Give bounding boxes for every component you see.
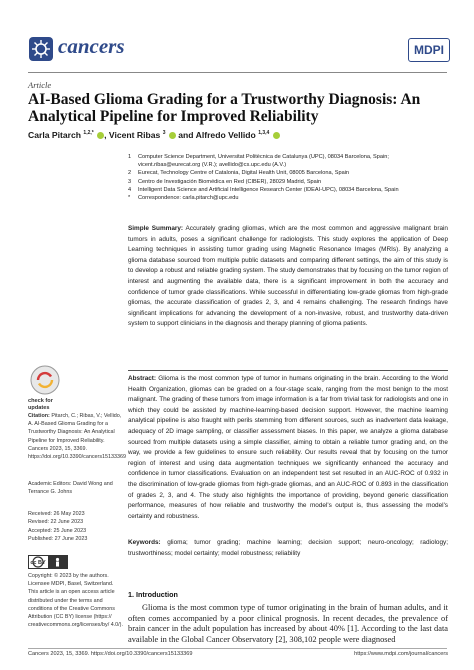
keywords-label: Keywords: bbox=[128, 539, 161, 546]
journal-logo-icon bbox=[28, 36, 54, 62]
updates-line: updates bbox=[28, 404, 50, 411]
author-list: Carla Pitarch $^{1,2,*}$ , Vicent Ribas $^3$ and Alfredo Vellido $^{1,3,4}$ bbox=[28, 130, 280, 140]
orcid-icon[interactable] bbox=[273, 132, 280, 139]
affiliation-item bbox=[128, 186, 448, 194]
affiliation-number: 4 bbox=[128, 186, 132, 193]
date-accepted: Accepted: 25 June 2023 bbox=[28, 527, 87, 534]
date-published: Published: 27 June 2023 bbox=[28, 536, 88, 543]
footer-journal-link[interactable]: https://www.mdpi.com/journal/cancers bbox=[354, 651, 448, 657]
affiliation-text: Eurecat, Technology Centre of Catalonia, Digital Health Unit, 08005 Barcelona, Spain bbox=[138, 170, 350, 177]
affiliation-list bbox=[128, 153, 448, 202]
keywords-text: glioma; tumor grading; machine learning; decision support; neuro-oncology; radiology; trustworthiness; model certainty; model robustness; reliability bbox=[128, 539, 449, 557]
citation-block bbox=[28, 412, 127, 461]
check-for-updates-label[interactable] bbox=[28, 398, 53, 411]
check-for-updates-icon[interactable] bbox=[28, 363, 62, 397]
author-affiliation-marker: 1,2,* bbox=[83, 130, 94, 137]
affiliation-number: 1 bbox=[128, 154, 132, 160]
publisher-logo[interactable]: MDPI bbox=[408, 38, 450, 62]
copyright-text: Copyright: © 2023 by the authors. Licensee MDPI, Basel, Switzerland. This article is an open access article distributed under the terms and conditions of the Creative Commons Attribution (CC BY) license (https:// creativecommons.org/licenses/by/ 4.0/). bbox=[28, 573, 123, 629]
orcid-icon[interactable] bbox=[97, 132, 104, 139]
simple-summary bbox=[128, 224, 448, 330]
publication-dates bbox=[28, 510, 123, 544]
affiliation-text: Computer Science Department, Universitat Politècnica de Catalunya (UPC), 08034 Barcelona, Spain; vicent.ribas@eurecat.org (V.R.); avellido@cs.upc.edu (A.V.) bbox=[138, 154, 389, 169]
citation-text[interactable]: Pitarch, C.; Ribas, V.; Vellido, A. AI-Based Glioma Grading for a Trustworthy Diagnosis: An Analytical Pipeline for Improved Reliability. Cancers 2023, 15, 3369. https://doi.org/10.3390/cancers15133369 bbox=[28, 413, 127, 461]
affiliation-text: Centro de Investigación Biomédica en Red (CIBER), 28029 Madrid, Spain bbox=[138, 178, 322, 185]
footer-divider bbox=[28, 648, 447, 649]
affiliation-number: 3 bbox=[128, 178, 132, 185]
date-received: Received: 26 May 2023 bbox=[28, 511, 85, 517]
keywords bbox=[128, 538, 448, 559]
summary-text: Accurately grading gliomas, which are the most common and aggressive malignant brain tumors in adults, poses a significant challenge for radiologists. This study explores the application of Deep Learning techniques in assisting tumor grading using Magnetic Resonance Images (MRIs). By analyzing a glioma database sourced from multiple public datasets and comparing different settings, the aim of this study is to develop a robust and reliable grading system. The study demonstrates that by focusing on the tumor region of interest and augmenting the available data, there is a significant improvement in both the accuracy and confidence of tumor grade classifications. While successful in differentiating low-grade gliomas from high-grade gliomas, the accurate classification of grades 2, 3, and 4 remains challenging. The research findings have significant implications for advancing the development of a non-invasive, robust, and trustworthy data-driven system to support clinicians in the diagnosis and therapy planning of glioma patients. bbox=[128, 225, 448, 328]
section-heading: 1. Introduction bbox=[128, 590, 178, 599]
intro-paragraph: Glioma is the most common type of tumor originating in the brain of human adults, and it often comes accompanied by a poor clinical prognosis. In recent decades, the prevalence of brain cancer in the adult population has increased by about 40% [1]. According to the last data available in the Global Cancer Observatory [2], 308,102 people were diagnosed bbox=[128, 603, 448, 644]
date-revised: Revised: 22 June 2023 bbox=[28, 519, 84, 526]
introduction-body bbox=[128, 603, 448, 645]
abstract bbox=[128, 374, 448, 522]
article-type: Article bbox=[28, 80, 52, 90]
affiliation-number: 2 bbox=[128, 170, 132, 177]
journal-name[interactable]: cancers bbox=[58, 34, 125, 58]
correspondence bbox=[128, 194, 448, 202]
author-name[interactable]: and Alfredo Vellido bbox=[178, 130, 256, 140]
summary-label: Simple Summary: bbox=[128, 225, 184, 232]
academic-editors: Academic Editors: David Wong and Terrance G. Johns bbox=[28, 481, 113, 496]
affiliation-item bbox=[128, 153, 448, 169]
affiliation-item bbox=[128, 178, 448, 186]
cc-license-mark: cc BY bbox=[30, 560, 46, 567]
abstract-label: Abstract: bbox=[128, 375, 157, 382]
affiliation-text: Intelligent Data Science and Artificial Intelligence Research Center (IDEAI-UPC), 08034 Barcelona, Spain bbox=[138, 186, 399, 193]
abstract-text: Glioma is the most common type of tumor in humans originating in the brain. According to the World Health Organization, gliomas can be graded on a four-stage scale, ranging from the most benign to the most malignant. The grading of these tumors from image information is a far from trivial task for radiologists and one in which they could be assisted by machine-learning-based decision support. However, the machine learning analytical pipeline is also fraught with perils stemming from different sources, such as inadvertent data leakage, adequacy of 2D image sampling, or classifier assessment biases. In this paper, we analyze a glioma database sourced from multiple datasets using a simple classifier, aiming to obtain a reliable tumor grading and, on the way, we provide a few guidelines to ensure such reliability. Our results reveal that by focusing on the tumor region of interest and using data augmentation techniques we significantly enhanced the accuracy and confidence in tumor classifications. Evaluation on an independent test set resulted in an AUC-ROC of 0.932 in the discrimination of low-grade gliomas from high-grade gliomas, and an AUC-ROC of 0.893 in the classification of grades 2, 3, and 4. The study also highlights the importance of providing, beyond generic classification performance, measures of how reliable and trustworthy the model's output is, thus assessing the model's certainty and robustness. bbox=[128, 375, 448, 520]
author-affiliation-marker: 1,3,4 bbox=[258, 130, 270, 137]
copyright-notice bbox=[28, 572, 123, 629]
author-name[interactable]: Carla Pitarch bbox=[28, 130, 82, 140]
summary-divider bbox=[128, 370, 448, 371]
updates-line: check for bbox=[28, 398, 53, 404]
affiliation-item bbox=[128, 169, 448, 177]
author-name[interactable]: Vicent Ribas bbox=[108, 130, 161, 140]
author-affiliation-marker: 3 bbox=[162, 130, 166, 137]
affiliation-number: * bbox=[128, 195, 131, 202]
footer-citation[interactable]: Cancers 2023, 15, 3369. https://doi.org/10.3390/cancers15133369 bbox=[28, 651, 193, 657]
creative-commons-license-icon[interactable] bbox=[28, 555, 68, 569]
correspondence-text[interactable]: Correspondence: carla.pitarch@upc.edu bbox=[138, 195, 239, 202]
citation-label: Citation: bbox=[28, 413, 50, 419]
article-title: AI-Based Glioma Grading for a Trustworthy Diagnosis: An Analytical Pipeline for Improved Reliability bbox=[28, 91, 421, 125]
header-divider bbox=[28, 72, 447, 73]
orcid-icon[interactable] bbox=[169, 132, 176, 139]
